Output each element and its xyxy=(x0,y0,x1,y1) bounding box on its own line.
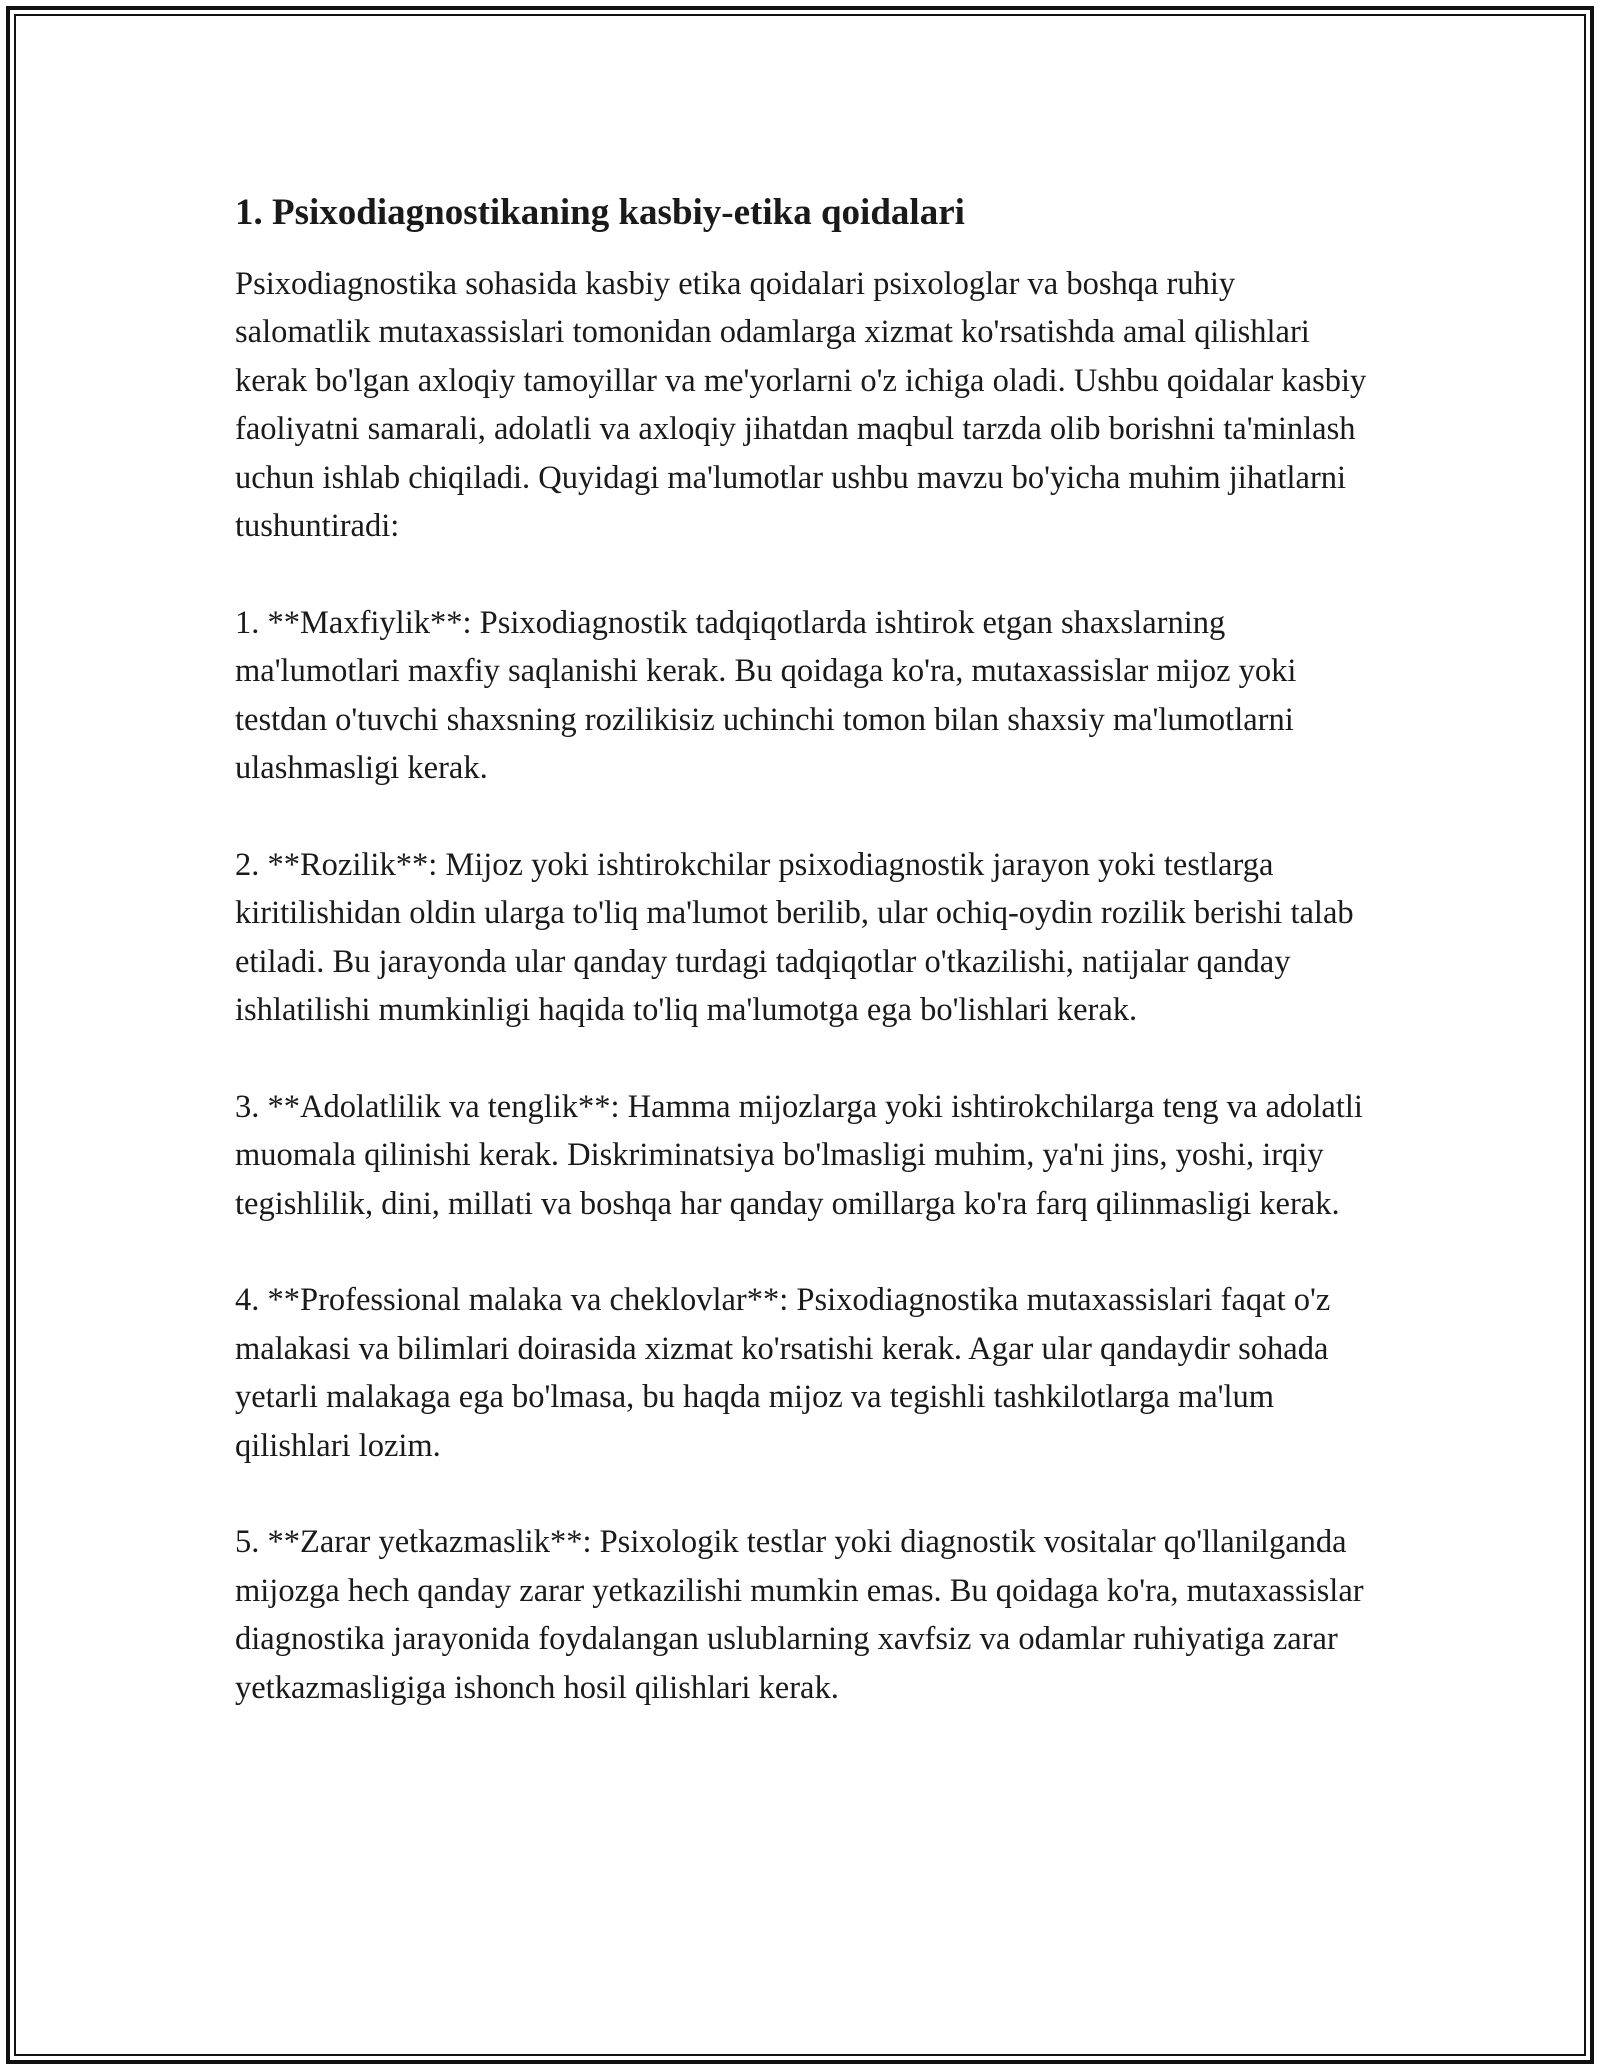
document-title: 1. Psixodiagnostikaning kasbiy-etika qoidalari xyxy=(235,192,965,233)
list-item-competence: 4. **Professional malaka va cheklovlar**: Psixodiagnostika mutaxassislari faqat o'z malakasi va bilimlari doirasida xizmat ko'rsatishi kerak. Agar ular qandaydir sohada yetarli malakaga ega bo'lmasa, bu haqda mijoz va tegishli tashkilotlarga ma'lum qilishlari lozim. xyxy=(235,1282,1331,1464)
list-item-consent: 2. **Rozilik**: Mijoz yoki ishtirokchilar psixodiagnostik jarayon yoki testlarga kiritilishidan oldin ularga to'liq ma'lumot berilib, ular ochiq-oydin rozilik berishi talab etiladi. Bu jarayonda ular qanday turdagi tadqiqotlar o'tkazilishi, natijalar qanday ishlatilishi mumkinligi haqida to'liq ma'lumotga ega bo'lishlari kerak. xyxy=(235,846,1354,1029)
list-item-confidentiality: 1. **Maxfiylik**: Psixodiagnostik tadqiqotlarda ishtirok etgan shaxslarning ma'lumotlari maxfiy saqlanishi kerak. Bu qoidaga ko'ra, mutaxassislar mijoz yoki testdan o'tuvchi shaxsning rozilikisiz uchinchi tomon bilan shaxsiy ma'lumotlarni ulashmasligi kerak. xyxy=(235,604,1297,787)
intro-paragraph: Psixodiagnostika sohasida kasbiy etika qoidalari psixologlar va boshqa ruhiy salomatlik mutaxassislari tomonidan odamlarga xizmat ko'rsatishda amal qilishlari kerak bo'lgan axloqiy tamoyillar va me'yorlarni o'z ichiga oladi. Ushbu qoidalar kasbiy faoliyatni samarali, adolatli va axloqiy jihatdan maqbul tarzda olib borishni ta'minlash uchun ishlab chiqiladi. Quyidagi ma'lumotlar ushbu mavzu bo'yicha muhim jihatlarni tushuntiradi: xyxy=(235,266,1367,545)
list-item-fairness: 3. **Adolatlilik va tenglik**: Hamma mijozlarga yoki ishtirokchilarga teng va adolatli muomala qilinishi kerak. Diskriminatsiya bo'lmasligi muhim, ya'ni jins, yoshi, irqiy tegishlilik, dini, millati va boshqa har qanday omillarga ko'ra farq qilinmasligi kerak. xyxy=(235,1088,1363,1222)
list-item-no-harm: 5. **Zarar yetkazmaslik**: Psixologik testlar yoki diagnostik vositalar qo'llanilganda mijozga hech qanday zarar yetkazilishi mumkin emas. Bu qoidaga ko'ra, mutaxassislar diagnostika jarayonida foydalangan uslublarning xavfsiz va odamlar ruhiyatiga zarar yetkazmasligiga ishonch hosil qilishlari kerak. xyxy=(235,1524,1364,1706)
document-body xyxy=(235,188,1375,1712)
